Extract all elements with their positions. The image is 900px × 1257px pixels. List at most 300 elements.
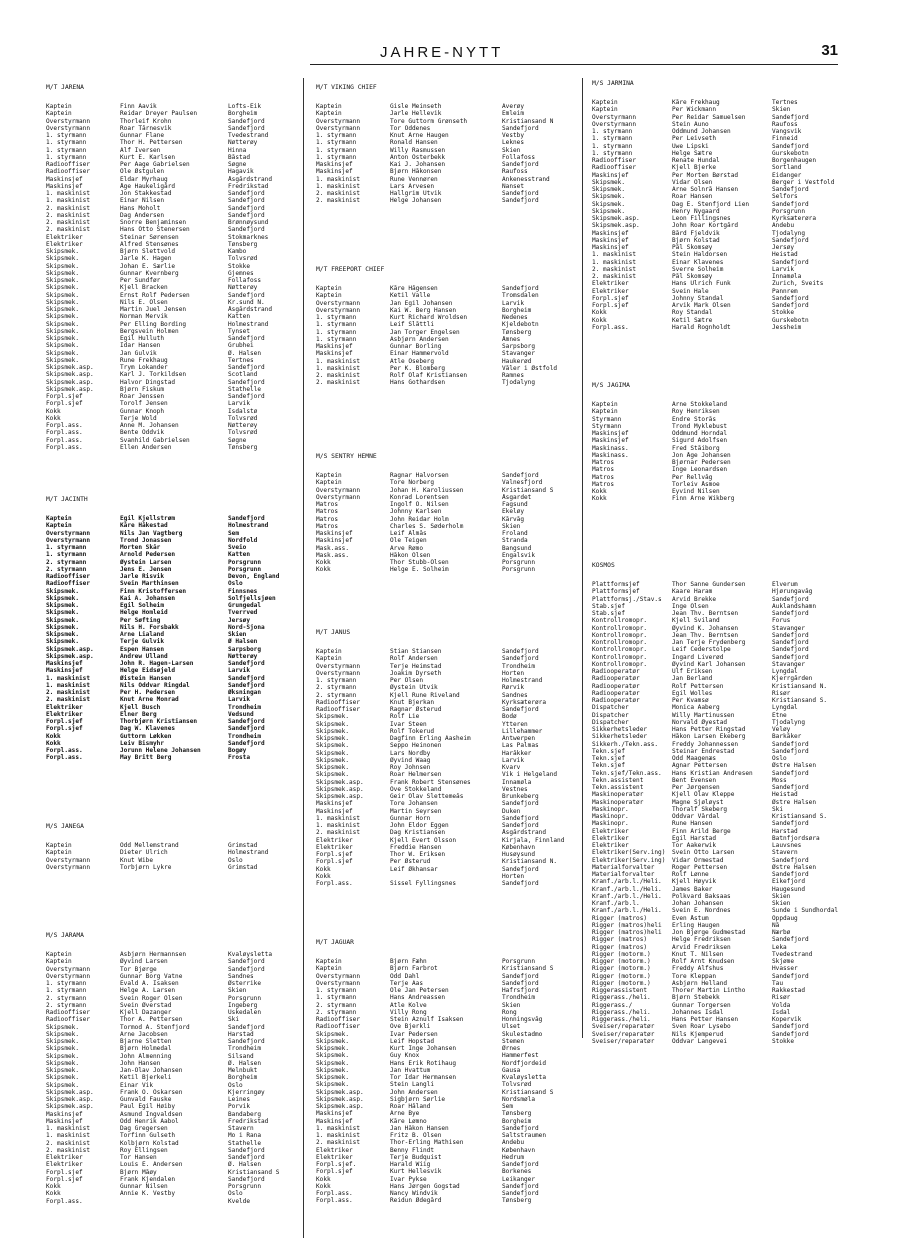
- crew-row: [46, 980, 302, 987]
- crew-rank: 1. styrmann: [316, 677, 357, 684]
- crew-name: Odd Henrik Aabol: [120, 1117, 179, 1125]
- crew-row: [592, 878, 856, 885]
- crew-row: [46, 1147, 302, 1154]
- crew-row: [46, 1118, 302, 1125]
- vessel-name: M/T VIKING CHIEF: [316, 84, 377, 91]
- crew-name: Kjell Rune Riveland: [390, 691, 460, 699]
- crew-row: [316, 161, 580, 168]
- crew-hometown: Larvik: [502, 299, 525, 307]
- crew-rank: Rigger (matros)heli: [592, 921, 662, 929]
- crew-row: [46, 350, 302, 357]
- crew-row: [46, 1161, 302, 1168]
- crew-row: [592, 215, 856, 222]
- crew-row: [316, 494, 580, 501]
- crew-hometown: Harstad: [228, 1030, 254, 1038]
- crew-rank: Overstyrmann: [316, 299, 361, 307]
- crew-row: [592, 632, 856, 639]
- crew-rank: Radiooffiser: [592, 157, 637, 164]
- crew-rank: Rigger (matros): [592, 943, 648, 951]
- crew-hometown: Kvaløysletta: [502, 1074, 547, 1081]
- crew-hometown: Sandefjord: [502, 1161, 539, 1168]
- crew-row: [592, 813, 856, 820]
- crew-name: Odd Maagenæs: [672, 755, 717, 762]
- crew-hometown: Berger i Vestfold: [772, 178, 835, 186]
- crew-name: Rolf Andersen: [390, 655, 438, 663]
- crew-rank: Kokk: [46, 732, 61, 740]
- crew-rank: Skipsmek.: [46, 609, 80, 617]
- crew-hometown: Jessheim: [772, 323, 802, 331]
- crew-rank: Materialforvalter: [592, 871, 655, 878]
- crew-hometown: Tjodalyng: [772, 229, 806, 237]
- crew-hometown: Oslo: [772, 755, 787, 762]
- crew-name: Oddmund Johansen: [672, 128, 731, 135]
- crew-hometown: Vestnes: [502, 785, 528, 793]
- crew-rank: Overstyrmann: [316, 486, 361, 494]
- crew-hometown: Sandefjord: [502, 814, 539, 822]
- crew-hometown: Brønnøysund: [228, 219, 269, 226]
- crew-hometown: Haråkker: [502, 749, 532, 757]
- crew-name: Leon Fillingsnes: [672, 215, 731, 222]
- crew-hometown: [772, 416, 852, 423]
- crew-hometown: Solfjellsjøen: [228, 594, 276, 602]
- crew-rank: Skipsmek.: [46, 306, 80, 313]
- crew-row: [592, 288, 856, 295]
- crew-row: [592, 273, 856, 280]
- crew-name: Ole Østgulen: [120, 168, 165, 176]
- crew-row: [46, 530, 302, 537]
- crew-row: [316, 692, 580, 699]
- crew-name: Anne M. Johansen: [120, 422, 179, 429]
- crew-name: Tore Johansen: [390, 800, 438, 808]
- crew-hometown: Hedrum: [502, 1153, 525, 1161]
- crew-name: Espen Hansen: [120, 645, 165, 653]
- crew-hometown: Båstad: [228, 153, 251, 161]
- crew-hometown: Nordsmøla: [502, 1095, 536, 1103]
- crew-hometown: Sandefjord: [502, 972, 539, 980]
- crew-row: [592, 965, 856, 972]
- crew-hometown: Sandefjord: [502, 1190, 539, 1197]
- crew-row: [592, 266, 856, 273]
- crew-hometown: Kjeldebotn: [502, 321, 539, 329]
- crew-rank: Matros: [316, 522, 339, 530]
- crew-hometown: Oslo: [228, 856, 243, 864]
- crew-name: Thor Stubb-Olsen: [390, 559, 449, 566]
- crew-rank: Radiooffiser: [316, 1023, 361, 1031]
- crew-name: Per Sundfør: [120, 277, 161, 284]
- crew-rank: 1. styrmann: [592, 149, 633, 157]
- crew-name: Sigbjørn Sørlie: [390, 1095, 446, 1103]
- crew-row: [46, 342, 302, 349]
- crew-rank: Forpl.sjef: [316, 1168, 353, 1176]
- crew-rank: 2. maskinist: [46, 226, 91, 234]
- crew-rank: Kontrollromopr.: [592, 639, 648, 646]
- crew-rank: Elektriker(Serv.ing): [592, 849, 666, 857]
- crew-rank: Maskinopr.: [592, 805, 629, 813]
- crew-rank: Radiooperatør: [592, 697, 640, 704]
- crew-name: Jan Torger Engelsen: [390, 328, 460, 336]
- crew-hometown: Tverrved: [228, 609, 258, 617]
- crew-row: [46, 711, 302, 718]
- crew-name: Kåre Frekhaug: [672, 99, 720, 106]
- crew-hometown: Sandefjord: [228, 725, 265, 733]
- crew-name: John Reidar Holm: [390, 515, 449, 523]
- crew-name: Roy Johnsen: [390, 764, 431, 771]
- crew-rank: Forpl.ass.: [46, 747, 83, 754]
- crew-hometown: Elverum: [772, 581, 798, 588]
- crew-hometown: Tau: [772, 979, 784, 987]
- crew-row: [46, 255, 302, 262]
- crew-name: Gunnar Flane: [120, 132, 165, 139]
- crew-name: Rolf Pettersen: [672, 682, 724, 690]
- crew-rank: Matros: [316, 515, 339, 523]
- crew-rank: Matros: [592, 459, 615, 466]
- crew-rank: 2. maskinist: [316, 379, 361, 387]
- crew-name: Arne Jacobsen: [120, 1030, 168, 1038]
- crew-row: [46, 371, 302, 378]
- crew-hometown: Trondheim: [502, 662, 536, 670]
- crew-rank: Overstyrmann: [316, 493, 361, 501]
- crew-name: Endre Storås: [672, 415, 717, 423]
- crew-list: [46, 842, 302, 871]
- crew-hometown: Sandefjord: [772, 1030, 809, 1038]
- crew-row: [46, 609, 302, 616]
- crew-row: [592, 474, 856, 481]
- crew-row: [592, 114, 856, 121]
- crew-hometown: Raufoss: [502, 168, 528, 176]
- crew-rank: Kontrollromopr.: [592, 660, 648, 668]
- crew-row: [592, 603, 856, 610]
- crew-name: Rune Frekhaug: [120, 356, 168, 364]
- crew-hometown: Stokke: [772, 309, 795, 317]
- crew-hometown: Porsgrunn: [502, 559, 536, 566]
- crew-row: [592, 596, 856, 603]
- crew-rank: Skipsmek.: [316, 1037, 350, 1045]
- crew-rank: Kranf./arb.l./Heli.: [592, 878, 662, 886]
- crew-row: [316, 851, 580, 858]
- crew-rank: Forpl.ass.: [592, 323, 629, 331]
- crew-name: Kai W. Berg Hansen: [390, 306, 457, 314]
- crew-hometown: [772, 401, 852, 408]
- crew-name: Ketil Bjerkeli: [120, 1074, 172, 1082]
- crew-name: Rolf Tokerud: [390, 727, 435, 735]
- crew-name: Martin Juel Jensen: [120, 306, 187, 313]
- vessel-name: M/T JARENA: [46, 84, 84, 91]
- crew-rank: Maskinsjef: [46, 182, 83, 190]
- crew-row: [592, 208, 856, 215]
- crew-name: Monica Aaberg: [672, 704, 720, 712]
- crew-rank: 1. maskinist: [46, 190, 91, 197]
- crew-name: Helge Homleid: [120, 609, 168, 617]
- crew-rank: Maskinsjef: [316, 168, 353, 176]
- crew-name: Johnny Standal: [672, 294, 724, 302]
- crew-name: Jan Hvattum: [390, 1066, 431, 1074]
- crew-name: Halvor Dingstad: [120, 378, 176, 386]
- crew-hometown: Brunkeberg: [502, 793, 539, 800]
- crew-hometown: Sandefjord: [772, 972, 809, 980]
- crew-row: [316, 973, 580, 980]
- crew-hometown: Østerrike: [228, 980, 262, 987]
- crew-rank: Skipsmek.: [46, 248, 80, 255]
- crew-rank: 1. maskinist: [316, 357, 361, 365]
- crew-rank: Matros: [592, 473, 615, 481]
- crew-hometown: Ankenesstrand: [502, 175, 550, 183]
- crew-hometown: Heistad: [772, 791, 798, 799]
- crew-hometown: Nøtterøy: [228, 139, 258, 147]
- crew-hometown: Sandefjord: [502, 865, 539, 873]
- crew-hometown: Tønsberg: [502, 1197, 532, 1205]
- crew-rank: Skipsmek.asp.: [316, 1103, 364, 1110]
- crew-rank: 1. styrmann: [316, 139, 357, 147]
- crew-rank: 1. styrmann: [46, 551, 87, 559]
- crew-name: Ole Teigen: [390, 537, 427, 545]
- crew-name: John Hansen: [120, 1059, 161, 1067]
- crew-rank: Radiooffiser: [46, 1009, 91, 1016]
- crew-rank: 1. maskinist: [46, 1132, 91, 1140]
- crew-rank: Maskinsjef: [316, 537, 353, 545]
- crew-hometown: Nanset: [502, 182, 525, 190]
- crew-hometown: Sandefjord: [772, 186, 809, 193]
- crew-name: Gunnar Borling: [390, 343, 442, 350]
- crew-hometown: Barkåker: [772, 733, 802, 741]
- crew-hometown: Stavanger: [772, 660, 806, 668]
- crew-row: [592, 588, 856, 595]
- crew-hometown: Nord-Sjona: [228, 623, 265, 631]
- crew-row: [592, 828, 856, 835]
- crew-name: Knut Wibe: [120, 856, 154, 864]
- crew-name: Øyvind Waag: [390, 756, 431, 764]
- crew-name: Stein Langli: [390, 1081, 435, 1089]
- crew-rank: Kaptein: [592, 99, 618, 106]
- crew-row: [592, 317, 856, 324]
- crew-name: Knut Arne Monrad: [120, 696, 179, 704]
- crew-row: [316, 837, 580, 844]
- crew-name: Andrew Ulland: [120, 652, 168, 660]
- crew-name: Kolbjørn Kolstad: [120, 1139, 179, 1147]
- crew-hometown: Ski: [772, 805, 784, 813]
- crew-name: Rolf Olaf Kristiansen: [390, 372, 468, 379]
- crew-rank: 1. styrmann: [592, 128, 633, 135]
- crew-name: Hans Moholt: [120, 204, 161, 212]
- crew-rank: 2. styrmann: [46, 1001, 87, 1009]
- crew-hometown: Holmestrand: [502, 677, 543, 684]
- crew-hometown: Sandefjord: [228, 335, 265, 342]
- crew-hometown: Sandefjord: [772, 639, 809, 646]
- crew-rank: Skipsmek.: [316, 713, 350, 721]
- crew-rank: Skipsmek.asp.: [46, 385, 94, 393]
- crew-rank: Forpl.ass.: [46, 429, 83, 437]
- crew-row: [592, 466, 856, 473]
- crew-hometown: Porsgrunn: [228, 1183, 262, 1190]
- crew-hometown: Innamøla: [502, 778, 532, 786]
- crew-hometown: Skien: [502, 1001, 521, 1009]
- vessel-name: M/T JACINTH: [46, 496, 88, 503]
- crew-hometown: Gausa: [502, 1066, 521, 1074]
- crew-name: Jean Thv. Berntsen: [672, 631, 739, 639]
- crew-rank: Maskinsjef: [592, 430, 629, 437]
- crew-name: Bjørn Slettvold: [120, 248, 176, 255]
- crew-row: [316, 537, 580, 544]
- crew-rank: Sveiser/reparatør: [592, 1030, 655, 1038]
- crew-rank: Elektriker: [46, 233, 83, 241]
- crew-name: Harald Rognholdt: [672, 323, 731, 331]
- crew-name: John Eldor Eggen: [390, 822, 449, 829]
- crew-name: Egil Harstad: [672, 834, 717, 842]
- crew-row: [316, 1161, 580, 1168]
- crew-row: [592, 1031, 856, 1038]
- crew-row: [592, 121, 856, 128]
- crew-row: [592, 936, 856, 943]
- crew-rank: Tekn.sjef: [592, 762, 626, 770]
- crew-hometown: Tønsberg: [228, 240, 258, 248]
- crew-row: [316, 786, 580, 793]
- crew-row: [592, 459, 856, 466]
- crew-name: Nils Oddvar Ringdal: [120, 681, 190, 689]
- crew-name: Åge Haukeligård: [120, 182, 176, 190]
- crew-rank: 1. styrmann: [46, 544, 87, 551]
- crew-rank: Skipsmek.: [46, 335, 80, 342]
- crew-list: [316, 103, 580, 205]
- crew-name: Kjell Evert Olsson: [390, 836, 457, 844]
- crew-rank: 1. maskinist: [46, 674, 91, 682]
- crew-rank: Skipsmek.: [46, 1081, 80, 1089]
- crew-hometown: Tertnes: [772, 99, 798, 106]
- crew-rank: 1. maskinist: [316, 364, 361, 372]
- crew-name: Knut Bjerkan: [390, 698, 435, 706]
- crew-name: Per Søfting: [120, 616, 161, 624]
- crew-row: [46, 559, 302, 566]
- crew-hometown: Sandefjord: [772, 113, 809, 121]
- crew-name: Terje Budquist: [390, 1153, 442, 1161]
- crew-rank: Plattformsj./Stav.s: [592, 595, 662, 603]
- crew-name: Johan E. Særlie: [120, 262, 176, 270]
- crew-row: [46, 263, 302, 270]
- crew-row: [46, 951, 302, 958]
- crew-hometown: Tønsberg: [228, 443, 258, 451]
- crew-row: [592, 1038, 856, 1045]
- crew-row: [592, 784, 856, 791]
- crew-name: Svein Marthinsen: [120, 580, 179, 588]
- crew-rank: Tekn.assistent: [592, 776, 644, 784]
- crew-row: [592, 324, 856, 331]
- crew-name: Per Reidar Samuelsen: [672, 113, 746, 121]
- crew-rank: Skipsmek.: [46, 1067, 80, 1074]
- crew-row: [46, 197, 302, 204]
- crew-name: Arnold Pedersen: [120, 551, 176, 559]
- crew-name: Hans Kristian Andresen: [672, 769, 753, 777]
- crew-rank: Rigger (motorm.): [592, 965, 651, 973]
- crew-row: [316, 168, 580, 175]
- crew-rank: Skipsmek.: [46, 1030, 80, 1038]
- crew-row: [316, 880, 580, 887]
- crew-row: [46, 595, 302, 602]
- crew-name: Tor Bjørge: [120, 965, 157, 973]
- crew-hometown: Stavanger: [772, 624, 806, 632]
- crew-name: Dagfinn Erling Aasheim: [390, 735, 471, 742]
- crew-row: [316, 757, 580, 764]
- crew-hometown: Sandefjord: [502, 285, 539, 292]
- crew-rank: 1. maskinist: [46, 1125, 91, 1132]
- crew-row: [46, 566, 302, 573]
- vessel-section: [316, 938, 580, 1205]
- crew-name: Atle Oseberg: [390, 357, 435, 365]
- crew-rank: Overstyrmann: [316, 979, 361, 987]
- crew-hometown: Antwerpen: [502, 735, 536, 742]
- crew-rank: Maskinsjef: [46, 660, 83, 667]
- crew-rank: Tekn.sjef: [592, 747, 626, 755]
- crew-hometown: Ski: [228, 1016, 240, 1024]
- crew-name: Tormod A. Stenfjord: [120, 1023, 190, 1031]
- crew-rank: 2. maskinist: [46, 211, 91, 219]
- crew-hometown: Skien: [772, 106, 791, 114]
- crew-row: [46, 987, 302, 994]
- crew-row: [592, 697, 856, 704]
- crew-row: [316, 1118, 580, 1125]
- crew-hometown: Larvik: [502, 756, 525, 764]
- crew-hometown: Åsgardet: [502, 493, 532, 501]
- crew-name: Gunnar Borg Vatne: [120, 972, 183, 980]
- crew-rank: Forpl.ass.: [46, 436, 83, 444]
- crew-row: [316, 815, 580, 822]
- crew-row: [46, 103, 302, 110]
- crew-hometown: Holmestrand: [228, 320, 269, 328]
- crew-row: [46, 646, 302, 653]
- crew-rank: 1. styrmann: [316, 994, 357, 1002]
- crew-hometown: Våler i Østfold: [502, 364, 558, 372]
- crew-name: Ketil Sætre: [672, 316, 713, 324]
- crew-name: Per Rellvåg: [672, 473, 713, 481]
- crew-rank: Overstyrmann: [316, 972, 361, 980]
- crew-rank: Forpl.ass.: [46, 1197, 83, 1205]
- crew-row: [592, 172, 856, 179]
- crew-hometown: Sandefjord: [772, 294, 809, 302]
- crew-row: [592, 179, 856, 186]
- crew-hometown: Leka: [772, 943, 787, 951]
- crew-name: Gunnar Knoph: [120, 407, 165, 415]
- crew-row: [592, 755, 856, 762]
- crew-row: [46, 1096, 302, 1103]
- crew-name: Trym Lokander: [120, 364, 168, 371]
- crew-row: [592, 143, 856, 150]
- crew-hometown: Østre Halsen: [772, 798, 817, 806]
- crew-name: Dieter Ulrich: [120, 849, 168, 857]
- crew-hometown: Grimstad: [228, 842, 258, 849]
- crew-hometown: Skien: [772, 892, 791, 900]
- crew-hometown: Larvik: [228, 667, 251, 675]
- crew-name: Nancy Windvik: [390, 1190, 438, 1197]
- crew-row: [316, 118, 580, 125]
- crew-name: Johan Johansen: [672, 900, 724, 907]
- crew-row: [316, 764, 580, 771]
- crew-name: Dag E. Stenfjord Lien: [672, 200, 750, 208]
- crew-hometown: Uskedalen: [228, 1009, 262, 1016]
- crew-rank: Forpl.sjef: [46, 725, 83, 733]
- crew-row: [592, 495, 856, 502]
- crew-name: Øystein Larsen: [120, 558, 172, 566]
- crew-hometown: Lofts-Eik: [228, 103, 262, 110]
- crew-row: [592, 1023, 856, 1030]
- crew-rank: Skipsmek.: [46, 594, 80, 602]
- vessel-name: M/S JARAMA: [46, 932, 84, 939]
- crew-row: [592, 973, 856, 980]
- crew-name: Tor Idar Hermansen: [390, 1074, 457, 1081]
- crew-row: [592, 951, 856, 958]
- crew-rank: Overstyrmann: [46, 856, 91, 864]
- crew-name: Bjørn Fiskum: [120, 385, 165, 393]
- crew-row: [316, 183, 580, 190]
- crew-hometown: Follafoss: [502, 153, 536, 161]
- crew-row: [316, 677, 580, 684]
- crew-row: [46, 1060, 302, 1067]
